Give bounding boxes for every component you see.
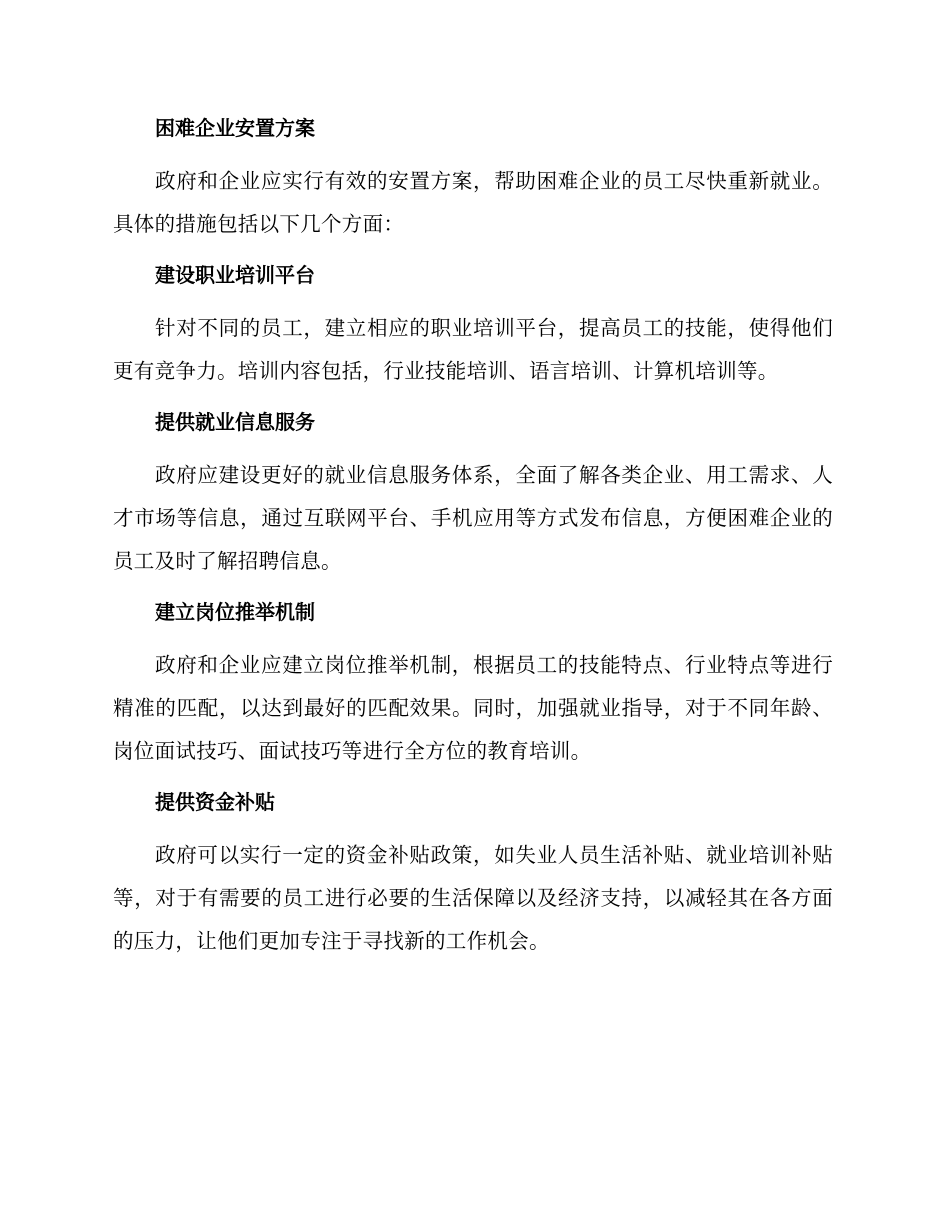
section-financial-subsidy [113,790,833,963]
section-body: 政府应建设更好的就业信息服务体系，全面了解各类企业、用工需求、人才市场等信息，通过互联网平台、手机应用等方式发布信息，方便困难企业的员工及时了解招聘信息。 [113,463,833,573]
section-heading: 提供资金补贴 [155,790,275,814]
section-body: 针对不同的员工，建立相应的职业培训平台，提高员工的技能，使得他们更有竞争力。培训内容包括，行业技能培训、语言培训、计算机培训等。 [113,316,833,383]
section-body: 政府可以实行一定的资金补贴政策，如失业人员生活补贴、就业培训补贴等，对于有需要的员工进行必要的生活保障以及经济支持，以减轻其在各方面的压力，让他们更加专注于寻找新的工作机会。 [113,843,833,953]
section-heading: 建设职业培训平台 [155,263,315,287]
section-body: 政府和企业应实行有效的安置方案，帮助困难企业的员工尽快重新就业。具体的措施包括以下几个方面： [113,169,833,236]
section-heading: 提供就业信息服务 [155,410,315,434]
section-heading: 困难企业安置方案 [155,116,315,140]
section-body: 政府和企业应建立岗位推举机制，根据员工的技能特点、行业特点等进行精准的匹配，以达到最好的匹配效果。同时，加强就业指导，对于不同年龄、岗位面试技巧、面试技巧等进行全方位的教育培训。 [113,653,833,763]
section-employment-info [113,410,833,583]
section-placement-plan [113,0,833,246]
section-heading: 建立岗位推举机制 [155,600,315,624]
section-training-platform [113,263,833,393]
section-job-recommendation [113,600,833,773]
